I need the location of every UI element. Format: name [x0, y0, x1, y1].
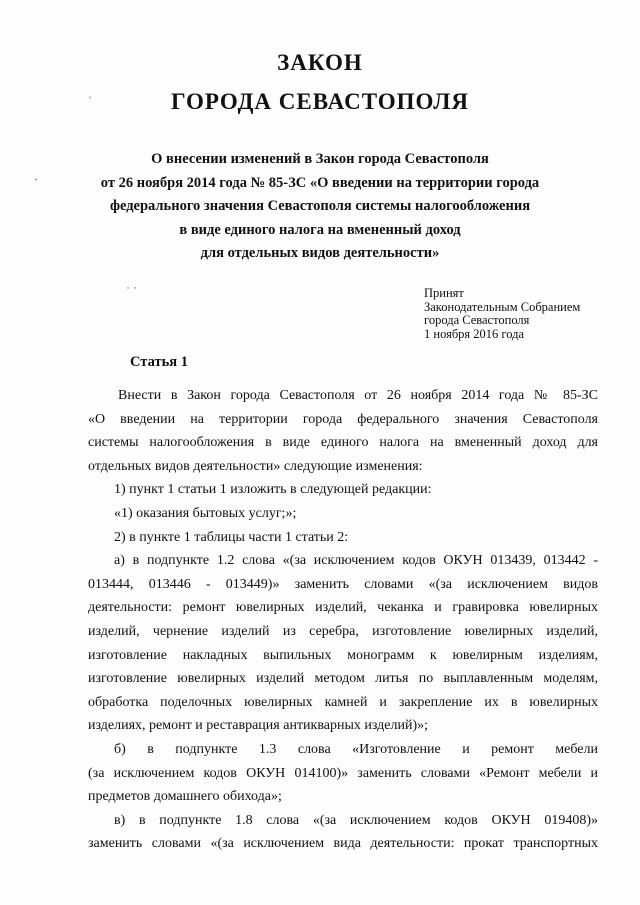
body-line: в) в подпункте 1.8 слова «(за исключением кодов ОКУН 019408)»	[114, 812, 598, 828]
law-subtitle	[60, 148, 580, 266]
body-line: предметов домашнего обихода»;	[88, 789, 282, 805]
adoption-line: города Севастополя	[424, 313, 530, 327]
city-title: ГОРОДА СЕВАСТОПОЛЯ	[170, 89, 470, 114]
body-line: изделиях, ремонт и реставрация антикварных изделий)»;	[88, 718, 429, 734]
adoption-line: 1 ноября 2016 года	[424, 326, 525, 341]
body-line: б) в подпункте 1.3 слова «Изготовление и ремонт мебели	[114, 741, 598, 757]
body-line: Внести в Закон города Севастополя от 26 ноября 2014 года № 85-ЗС	[118, 388, 598, 403]
scan-speck: ˙ ˙	[126, 284, 137, 298]
body-line: отдельных видов деятельности» следующие изменения:	[88, 458, 423, 474]
adoption-block	[424, 287, 580, 341]
body-line: (за исключением кодов ОКУН 014100)» заменить словами «Ремонт мебели и	[88, 765, 598, 781]
subtitle-line: для отдельных видов деятельности»	[200, 245, 440, 261]
scan-speck: ˈ	[88, 94, 92, 108]
body-line: 013444, 013446 - 013449)» заменить словами «(за исключением видов	[88, 576, 598, 592]
body-line: 1) пункт 1 статьи 1 изложить в следующей редакции:	[114, 482, 432, 498]
body-line: обработка поделочных ювелирных камней и закрепление их в ювелирных	[88, 694, 598, 710]
subtitle-line: федерального значения Севастополя системы налогообложения	[109, 198, 531, 214]
body-line: заменить словами «(за исключением вида деятельности: прокат транспортных	[88, 836, 598, 852]
body-line: деятельности: ремонт ювелирных изделий, чеканка и гравировка ювелирных	[88, 600, 598, 616]
body-line: «1) оказания бытовых услуг;»;	[114, 505, 297, 521]
body-line: «О введении на территории города федерального значения Севастополя	[88, 411, 598, 427]
adoption-line: Принят	[424, 286, 464, 300]
scan-speck: ˊ	[34, 176, 38, 190]
subtitle-line: от 26 ноября 2014 года № 85-ЗС «О введении на территории города	[100, 174, 540, 191]
body-line: 2) в пункте 1 таблицы части 1 статьи 2:	[114, 529, 349, 545]
body-line: изготовление накладных выпильных монограмм к ювелирным изделиям,	[88, 647, 598, 663]
article-heading: Статья 1	[130, 354, 188, 370]
adoption-line: Законодательным Собранием	[424, 299, 581, 314]
subtitle-line: в виде единого налога на вмененный доход	[179, 221, 461, 238]
body-line: системы налогообложения в виде единого налога на вмененный доход для	[88, 435, 598, 451]
body-line: а) в подпункте 1.2 слова «(за исключением кодов ОКУН 013439, 013442 -	[114, 553, 598, 569]
body-line: изделий, чернение изделий из серебра, изготовление ювелирных изделий,	[88, 623, 598, 639]
article-body	[88, 384, 598, 856]
subtitle-line: О внесении изменений в Закон города Севастополя	[151, 151, 489, 167]
body-line: изготовление ювелирных изделий методом литья по выплавленным моделям,	[88, 671, 598, 687]
law-title: ЗАКОН	[277, 50, 363, 75]
